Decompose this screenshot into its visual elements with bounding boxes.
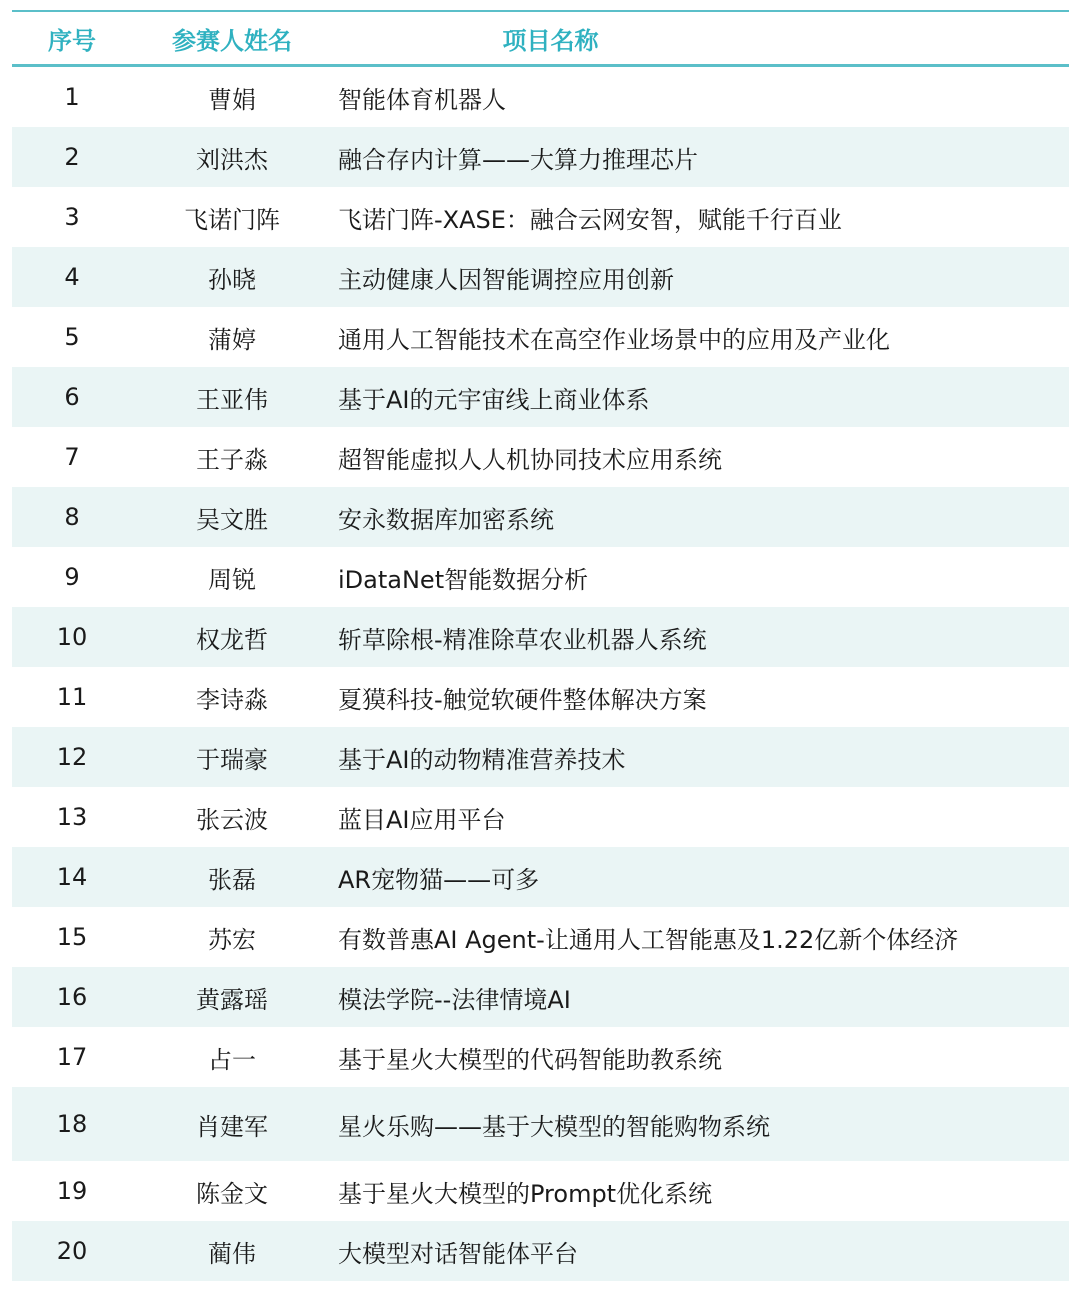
participant-name: 张磊 bbox=[208, 865, 256, 894]
table-row bbox=[12, 967, 1069, 1027]
participant-name: 肖建军 bbox=[196, 1112, 268, 1141]
row-number: 18 bbox=[56, 1110, 88, 1138]
participant-name: 蔺伟 bbox=[208, 1239, 256, 1268]
project-name: 大模型对话智能体平台 bbox=[338, 1239, 578, 1268]
table-row bbox=[12, 607, 1069, 667]
row-number: 8 bbox=[64, 503, 80, 531]
participant-name: 周锐 bbox=[208, 565, 256, 594]
participant-name: 李诗淼 bbox=[196, 685, 268, 714]
participant-name: 张云波 bbox=[196, 805, 268, 834]
participant-name: 孙晓 bbox=[208, 265, 256, 294]
participant-name: 于瑞豪 bbox=[196, 745, 268, 774]
participant-name: 占一 bbox=[208, 1045, 256, 1074]
project-name: 模法学院--法律情境AI bbox=[338, 985, 571, 1014]
row-number: 12 bbox=[56, 743, 88, 771]
project-name: 基于星火大模型的Prompt优化系统 bbox=[338, 1179, 713, 1208]
row-number: 13 bbox=[56, 803, 88, 831]
project-name: 夏獏科技-触觉软硬件整体解决方案 bbox=[338, 685, 707, 714]
project-name: 星火乐购——基于大模型的智能购物系统 bbox=[338, 1112, 770, 1141]
participant-name: 吴文胜 bbox=[196, 505, 268, 534]
table-row bbox=[12, 367, 1069, 427]
participant-name: 陈金文 bbox=[196, 1179, 268, 1208]
project-name: 基于AI的元宇宙线上商业体系 bbox=[338, 385, 650, 414]
participant-name: 王子淼 bbox=[196, 445, 268, 474]
table-row bbox=[12, 487, 1069, 547]
project-name: 融合存内计算——大算力推理芯片 bbox=[338, 145, 698, 174]
table-row bbox=[12, 907, 1069, 967]
participant-name: 刘洪杰 bbox=[196, 145, 268, 174]
project-name: 安永数据库加密系统 bbox=[338, 505, 554, 534]
table-row bbox=[12, 307, 1069, 367]
table-row bbox=[12, 1027, 1069, 1087]
project-name: 主动健康人因智能调控应用创新 bbox=[338, 265, 674, 294]
project-name: 超智能虚拟人人机协同技术应用系统 bbox=[338, 445, 722, 474]
participant-name: 黄露瑶 bbox=[196, 985, 268, 1014]
table-row bbox=[12, 787, 1069, 847]
project-name: 斩草除根-精准除草农业机器人系统 bbox=[338, 625, 707, 654]
table-row bbox=[12, 427, 1069, 487]
project-name: 通用人工智能技术在高空作业场景中的应用及产业化 bbox=[338, 325, 890, 354]
row-number: 20 bbox=[56, 1237, 88, 1265]
row-number: 19 bbox=[56, 1177, 88, 1205]
table-row bbox=[12, 667, 1069, 727]
row-number: 6 bbox=[64, 383, 80, 411]
header-participant-name: 参赛人姓名 bbox=[172, 26, 292, 55]
participant-name: 苏宏 bbox=[208, 925, 256, 954]
project-name: 基于星火大模型的代码智能助教系统 bbox=[338, 1045, 722, 1074]
table-row bbox=[12, 247, 1069, 307]
project-name: 基于AI的动物精准营养技术 bbox=[338, 745, 626, 774]
row-number: 16 bbox=[56, 983, 88, 1011]
row-number: 2 bbox=[64, 143, 80, 171]
header-number: 序号 bbox=[48, 26, 96, 55]
project-name: 智能体育机器人 bbox=[338, 85, 506, 114]
table-row bbox=[12, 67, 1069, 127]
project-name: iDataNet智能数据分析 bbox=[338, 565, 589, 594]
participants-table bbox=[12, 10, 1069, 1281]
table-row bbox=[12, 187, 1069, 247]
row-number: 5 bbox=[64, 323, 80, 351]
row-number: 7 bbox=[64, 443, 80, 471]
row-number: 11 bbox=[56, 683, 88, 711]
row-number: 17 bbox=[56, 1043, 88, 1071]
participant-name: 曹娟 bbox=[208, 85, 256, 114]
table-row bbox=[12, 1161, 1069, 1221]
participant-name: 蒲婷 bbox=[208, 325, 256, 354]
project-name: 蓝目AI应用平台 bbox=[338, 805, 506, 834]
table-row bbox=[12, 847, 1069, 907]
table-row bbox=[12, 727, 1069, 787]
participant-name: 飞诺门阵 bbox=[184, 205, 280, 234]
table-row bbox=[12, 547, 1069, 607]
row-number: 1 bbox=[64, 83, 80, 111]
participant-name: 王亚伟 bbox=[196, 385, 268, 414]
row-number: 15 bbox=[56, 923, 88, 951]
table-row bbox=[12, 1087, 1069, 1161]
project-name: 飞诺门阵-XASE：融合云网安智，赋能千行百业 bbox=[338, 205, 842, 234]
row-number: 3 bbox=[64, 203, 80, 231]
header-project-name: 项目名称 bbox=[502, 26, 599, 55]
project-name: 有数普惠AI Agent-让通用人工智能惠及1.22亿新个体经济 bbox=[338, 925, 959, 954]
row-number: 4 bbox=[64, 263, 80, 291]
table-row bbox=[12, 127, 1069, 187]
table-header bbox=[12, 12, 1069, 67]
row-number: 9 bbox=[64, 563, 80, 591]
project-name: AR宠物猫——可多 bbox=[338, 865, 540, 894]
table-row bbox=[12, 1221, 1069, 1281]
participant-name: 权龙哲 bbox=[196, 625, 268, 654]
row-number: 14 bbox=[56, 863, 88, 891]
row-number: 10 bbox=[56, 623, 88, 651]
